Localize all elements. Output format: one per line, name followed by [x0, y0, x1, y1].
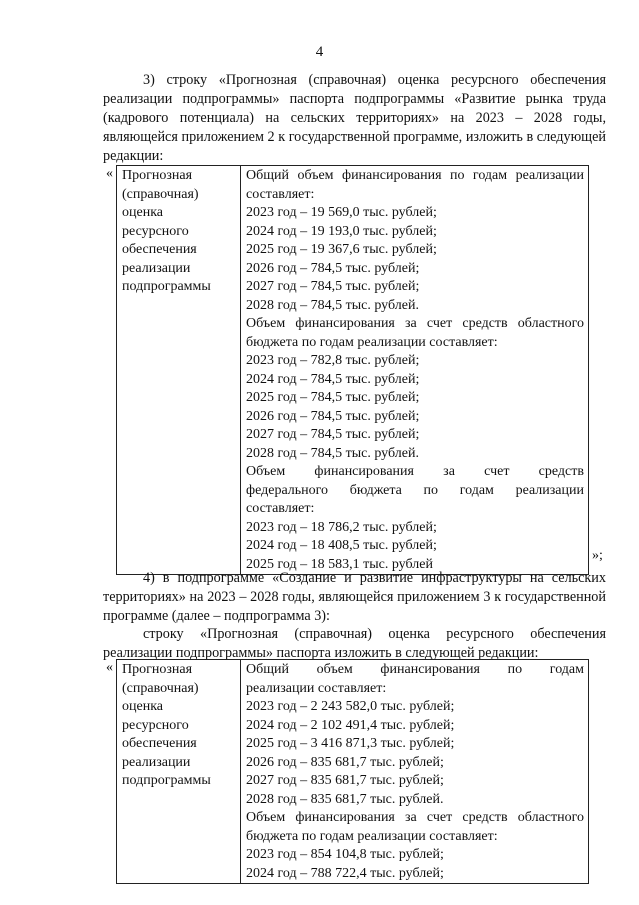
- table-line: (справочная): [122, 680, 199, 696]
- table-line: 2027 год – 784,5 тыс. рублей;: [246, 279, 420, 294]
- item-4-paragraph: 4) в подпрограмме «Создание и развитие инфраструктуры на сельских территориях» на 2023 – 2028 годы, являющейся приложением 3 к государственной программе (далее – подпрограмма 3):: [103, 570, 606, 624]
- table2-right-text: [246, 661, 584, 883]
- table-line: реализации: [122, 754, 191, 770]
- table-line: обеспечения: [122, 242, 197, 257]
- table-line: Объем финансирования за счет средств областного: [246, 810, 584, 825]
- table1-close-quote: »;: [592, 548, 603, 563]
- table-line: Прогнозная: [122, 662, 193, 677]
- table-line: 2025 год – 19 367,6 тыс. рублей;: [246, 242, 437, 257]
- table-line: Общий объем финансирования по годам реализации: [246, 168, 584, 183]
- table1-open-quote: «: [106, 166, 113, 181]
- table-line: бюджета по годам реализации составляет:: [246, 334, 498, 350]
- page-number: 4: [315, 44, 324, 60]
- table-line: 2027 год – 784,5 тыс. рублей;: [246, 427, 420, 442]
- table-line: подпрограммы: [122, 279, 211, 294]
- table1-left-text: [122, 167, 236, 297]
- table-line: 2025 год – 18 583,1 тыс. рублей: [246, 556, 433, 572]
- table-line: 2023 год – 18 786,2 тыс. рублей;: [246, 519, 437, 535]
- table-line: 2024 год – 784,5 тыс. рублей;: [246, 371, 420, 387]
- table-line: реализации: [122, 260, 191, 276]
- table-line: (справочная): [122, 186, 199, 202]
- table1-right-cell: [241, 166, 589, 575]
- table-line: бюджета по годам реализации составляет:: [246, 828, 498, 844]
- table-line: 2025 год – 784,5 тыс. рублей;: [246, 390, 420, 405]
- table2-left-text: [122, 661, 236, 791]
- table-line: составляет:: [246, 186, 315, 202]
- table-line: 2028 год – 784,5 тыс. рублей.: [246, 445, 419, 461]
- table1-left-cell: [117, 166, 241, 575]
- table-line: составляет:: [246, 501, 315, 516]
- table-line: реализации составляет:: [246, 680, 387, 696]
- table-line: 2024 год – 19 193,0 тыс. рублей;: [246, 223, 437, 239]
- table-line: 2027 год – 835 681,7 тыс. рублей;: [246, 773, 444, 788]
- item-4-sub-paragraph: строку «Прогнозная (справочная) оценка ресурсного обеспечения реализации подпрограммы» паспорта изложить в следующей редакции:: [103, 626, 606, 661]
- table-line: 2026 год – 835 681,7 тыс. рублей;: [246, 754, 444, 770]
- table2-open-quote: «: [106, 660, 113, 675]
- table-line: Общий объем финансирования по годам: [246, 662, 584, 677]
- table-line: ресурсного: [122, 717, 189, 733]
- table-line: Прогнозная: [122, 168, 193, 183]
- table-line: федерального бюджета по годам реализации: [246, 482, 584, 498]
- table-line: 2024 год – 18 408,5 тыс. рублей;: [246, 538, 437, 553]
- table-line: оценка: [122, 205, 164, 220]
- table-line: обеспечения: [122, 736, 197, 751]
- table-line: Объем финансирования за счет средств областного: [246, 316, 584, 331]
- table1-passport-row: [116, 165, 589, 575]
- table-line: 2024 год – 2 102 491,4 тыс. рублей;: [246, 717, 455, 733]
- table-line: 2024 год – 788 722,4 тыс. рублей;: [246, 865, 444, 881]
- table2-right-cell: [241, 660, 589, 884]
- table-line: подпрограммы: [122, 773, 211, 788]
- table-line: 2026 год – 784,5 тыс. рублей;: [246, 408, 420, 424]
- table1-right-text: [246, 167, 584, 574]
- table-line: 2025 год – 3 416 871,3 тыс. рублей;: [246, 736, 455, 751]
- item-3-paragraph: 3) строку «Прогнозная (справочная) оценка ресурсного обеспечения реализации подпрограммы» паспорта подпрограммы «Развитие рынка труда (кадрового потенциала) на сельских территориях» на 2023 – 2028 годы, являющейся приложением 2 к государственной программе, изложить в следующей редакции:: [103, 72, 606, 164]
- table-line: 2028 год – 835 681,7 тыс. рублей.: [246, 791, 444, 807]
- table-line: 2023 год – 2 243 582,0 тыс. рублей;: [246, 699, 455, 714]
- table-line: оценка: [122, 699, 164, 714]
- table-line: 2023 год – 19 569,0 тыс. рублей;: [246, 205, 437, 220]
- table-line: Объем финансирования за счет средств: [246, 464, 584, 479]
- table2-left-cell: [117, 660, 241, 884]
- table-line: 2026 год – 784,5 тыс. рублей;: [246, 260, 420, 276]
- table-line: 2028 год – 784,5 тыс. рублей.: [246, 297, 419, 313]
- table-line: 2023 год – 854 104,8 тыс. рублей;: [246, 847, 444, 862]
- table-line: ресурсного: [122, 223, 189, 239]
- table-line: 2023 год – 782,8 тыс. рублей;: [246, 353, 420, 368]
- table2-passport-row: [116, 659, 589, 884]
